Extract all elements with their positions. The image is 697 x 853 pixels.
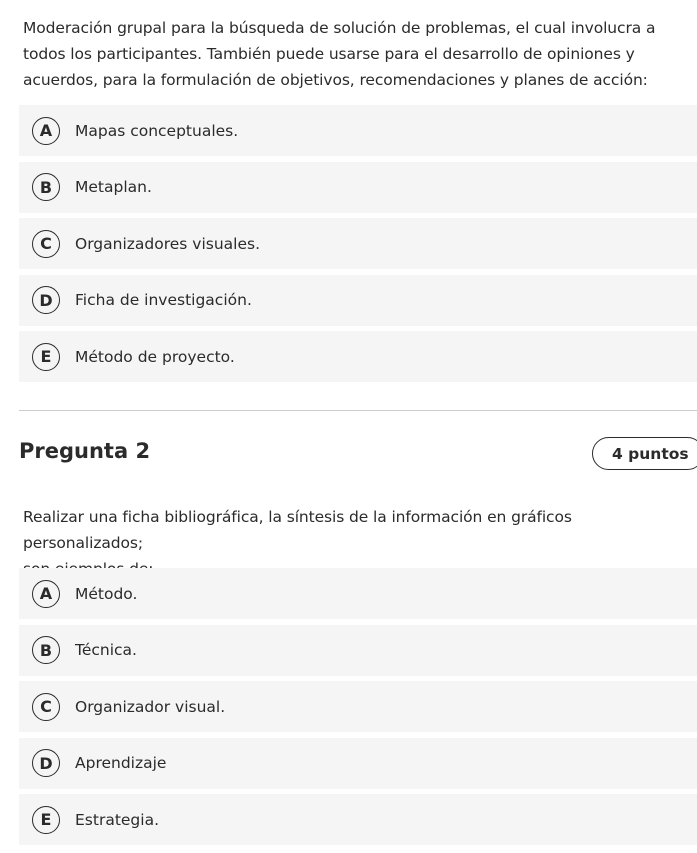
option-letter-a: A [32, 117, 60, 145]
option-d[interactable] [19, 738, 697, 789]
option-letter-c: C [32, 230, 60, 258]
question-divider [19, 410, 697, 411]
option-label: Método de proyecto. [75, 347, 235, 366]
option-b[interactable] [19, 625, 697, 676]
option-a[interactable] [19, 105, 697, 156]
option-letter-d: D [32, 749, 60, 777]
option-letter-e: E [32, 806, 60, 834]
option-label: Método. [75, 584, 138, 603]
question-1-text: Moderación grupal para la búsqueda de solución de problemas, el cual involucra a todos los participantes. También puede usarse para el desarrollo de opiniones y acuerdos, para la formulación de objetivos, recomendaciones y planes de acción: [23, 19, 656, 89]
option-d[interactable] [19, 275, 697, 326]
option-label: Organizador visual. [75, 697, 226, 716]
question-2-text: Realizar una ficha bibliográfica, la síntesis de la información en gráficos personalizados; [23, 508, 572, 552]
option-label: Mapas conceptuales. [75, 121, 239, 140]
option-b[interactable] [19, 162, 697, 213]
option-label: Aprendizaje [75, 754, 167, 772]
option-label: Estrategia. [75, 810, 160, 829]
option-label: Organizadores visuales. [75, 234, 261, 253]
option-label: Metaplan. [75, 178, 152, 196]
option-e[interactable] [19, 331, 697, 382]
question-1-options [19, 105, 697, 388]
option-label: Técnica. [75, 641, 137, 659]
option-e[interactable] [19, 794, 697, 845]
option-letter-b: B [32, 173, 60, 201]
option-c[interactable] [19, 681, 697, 732]
option-letter-d: D [32, 286, 60, 314]
option-c[interactable] [19, 218, 697, 269]
option-letter-c: C [32, 693, 60, 721]
option-a[interactable] [19, 568, 697, 619]
question-2-header [19, 437, 697, 471]
points-badge: 4 puntos [592, 437, 697, 470]
question-title: Pregunta 2 [19, 439, 151, 463]
option-label: Ficha de investigación. [75, 291, 252, 309]
option-letter-e: E [32, 343, 60, 371]
question-2-options [19, 568, 697, 851]
option-letter-b: B [32, 636, 60, 664]
option-letter-a: A [32, 580, 60, 608]
